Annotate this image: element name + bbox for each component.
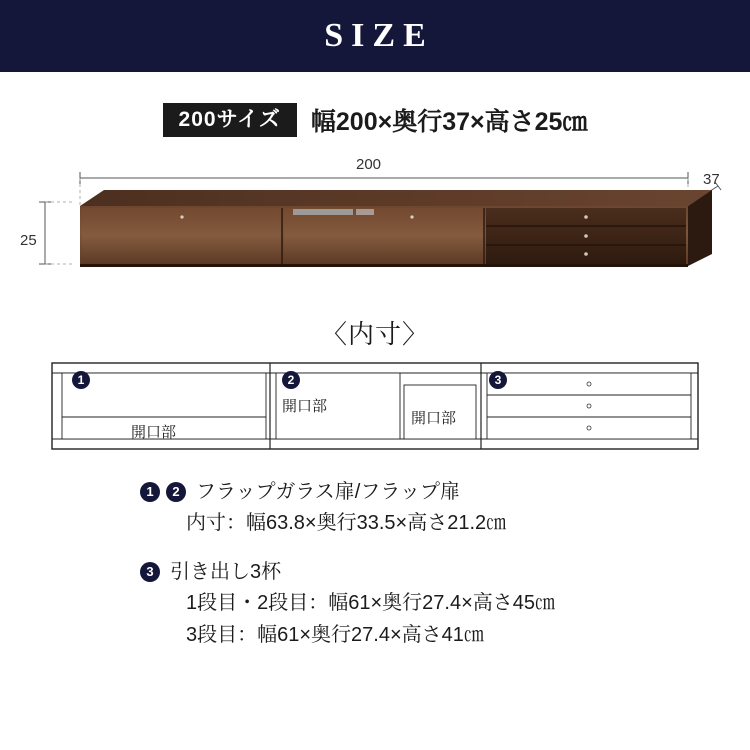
outer-diagram-svg — [0, 156, 750, 306]
depth-dimension-label: 37 — [703, 171, 720, 188]
legend-drawer-detail-2: 3段目：幅61×奥行27.4×高さ41㎝ — [186, 624, 484, 646]
page-title: SIZE — [324, 17, 434, 54]
page-header — [0, 0, 750, 72]
inner-label-opening-2: 開口部 — [282, 398, 328, 415]
size-dimensions-text: 幅200×奥行37×高さ25㎝ — [310, 108, 588, 136]
inner-diagram-svg — [0, 359, 750, 469]
inner-label-opening-1: 開口部 — [131, 424, 177, 441]
legend-badge-3: 3 — [140, 562, 160, 582]
inner-dimension-heading: 〈内寸〉 — [320, 320, 429, 349]
inner-dimension-diagram — [0, 359, 750, 469]
legend-badge-2: 2 — [166, 482, 186, 502]
legend-row-drawer-title — [140, 557, 750, 587]
inner-marker-1: 1 — [72, 371, 90, 389]
legend-badge-1: 1 — [140, 482, 160, 502]
legend-flap-title: フラップガラス扉/フラップ扉 — [196, 481, 460, 503]
inner-label-opening-3: 開口部 — [411, 410, 457, 427]
size-summary-row — [0, 102, 750, 138]
legend-drawer-detail-1: 1段目・2段目：幅61×奥行27.4×高さ45㎝ — [186, 592, 556, 614]
inner-marker-3: 3 — [489, 371, 507, 389]
legend-row-flap-title — [140, 477, 750, 507]
width-dimension-label: 200 — [356, 156, 382, 173]
legend-item-drawers — [140, 557, 750, 651]
height-dimension-label: 25 — [20, 232, 37, 249]
legend-item-flap-doors — [140, 477, 750, 539]
legend — [0, 477, 750, 651]
inner-marker-2: 2 — [282, 371, 300, 389]
legend-flap-detail: 内寸：幅63.8×奥行33.5×高さ21.2㎝ — [186, 512, 507, 534]
size-badge: 200サイズ — [163, 103, 297, 137]
legend-drawer-title: 引き出し3杯 — [170, 561, 282, 583]
outer-dimension-diagram — [0, 156, 750, 306]
